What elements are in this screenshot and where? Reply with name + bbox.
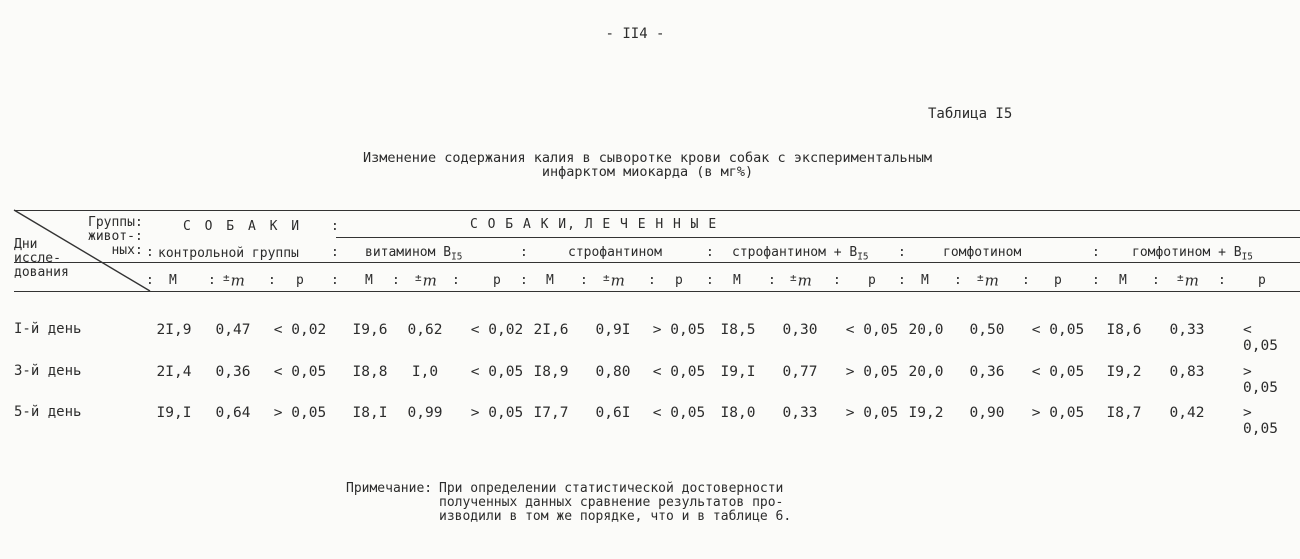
cell-m: I8,8 <box>352 364 388 380</box>
column-separator: : <box>648 273 656 288</box>
plus-minus-sign: ± <box>415 271 422 284</box>
cell-p: < 0,05 <box>652 405 706 421</box>
cell-m: I9,I <box>720 364 756 380</box>
table-note <box>346 482 791 524</box>
column-separator: : <box>768 273 776 288</box>
m-symbol: m <box>230 271 245 290</box>
cell-p: < 0,05 <box>1243 322 1278 354</box>
note-lead: Примечание: <box>346 481 433 496</box>
column-header-m: М <box>733 273 741 288</box>
table-label: Таблица I5 <box>928 106 1013 122</box>
row-day-label: 3-й день <box>14 363 82 379</box>
cell-m: 2I,9 <box>156 322 192 338</box>
header-separator: : <box>520 245 528 260</box>
cell-pm-m: 0,47 <box>215 322 251 338</box>
m-symbol: m <box>610 271 625 290</box>
cell-m: I9,I <box>156 405 192 421</box>
plus-minus-sign: ± <box>790 271 797 284</box>
column-header-m: М <box>921 273 929 288</box>
cell-p: < 0,05 <box>1031 322 1085 338</box>
cell-m: I8,5 <box>720 322 756 338</box>
cell-pm-m: 0,64 <box>215 405 251 421</box>
note-line-1: При определении статистической достоверности <box>439 481 784 496</box>
column-separator: : <box>580 273 588 288</box>
plus-minus-sign: ± <box>603 271 610 284</box>
cell-pm-m: 0,42 <box>1169 405 1205 421</box>
header-separator: : <box>706 245 714 260</box>
column-separator: : <box>706 273 714 288</box>
cell-pm-m: 0,30 <box>782 322 818 338</box>
cell-p: < 0,05 <box>273 364 327 380</box>
column-header-pm <box>977 271 999 289</box>
column-separator: : <box>268 273 276 288</box>
header-separator: : <box>898 245 906 260</box>
cell-m: I9,6 <box>352 322 388 338</box>
cell-p: > 0,05 <box>1243 364 1278 396</box>
plus-minus-sign: ± <box>1177 271 1184 284</box>
column-separator: : <box>898 273 906 288</box>
column-header-pm <box>790 271 812 289</box>
control-group-subtitle: контрольной группы <box>158 246 299 261</box>
column-separator: : <box>1022 273 1030 288</box>
cell-pm-m: 0,90 <box>969 405 1005 421</box>
cell-p: < 0,05 <box>845 322 899 338</box>
caption-line-1: Изменение содержания калия в сыворотке крови собак с экспериментальным <box>363 150 932 166</box>
corner-days-label: Дни иссле- дования <box>14 237 69 280</box>
column-header-pm <box>603 271 625 289</box>
control-group-title: С О Б А К И <box>183 219 303 234</box>
cell-p: < 0,02 <box>273 322 327 338</box>
cell-pm-m: 0,83 <box>1169 364 1205 380</box>
column-separator: : <box>392 273 400 288</box>
column-separator: : <box>520 273 528 288</box>
cell-pm-m: 0,33 <box>1169 322 1205 338</box>
cell-m: 20,0 <box>908 322 944 338</box>
cell-p: > 0,05 <box>1243 405 1278 437</box>
plus-minus-sign: ± <box>223 271 230 284</box>
cell-pm-m: 0,6I <box>595 405 631 421</box>
column-header-pm <box>223 271 245 289</box>
cell-m: I7,7 <box>533 405 569 421</box>
column-separator: : <box>954 273 962 288</box>
subgroup-gomphotin: гомфотином <box>943 245 1022 260</box>
column-header-p: p <box>868 273 876 288</box>
cell-p: > 0,05 <box>845 405 899 421</box>
cell-pm-m: 0,33 <box>782 405 818 421</box>
corner-groups-label: Группы: живот-: ных: <box>88 215 143 258</box>
cell-pm-m: 0,80 <box>595 364 631 380</box>
page-number: - II4 - <box>605 26 665 42</box>
column-header-pm <box>1177 271 1199 289</box>
m-symbol: m <box>1184 271 1199 290</box>
cell-pm-m: 0,62 <box>407 322 443 338</box>
column-header-m: М <box>169 273 177 288</box>
column-separator: : <box>208 273 216 288</box>
m-symbol: m <box>797 271 812 290</box>
cell-pm-m: I,0 <box>411 364 439 380</box>
note-line-2: полученных данных сравнение результатов про- <box>439 495 784 510</box>
cell-m: 20,0 <box>908 364 944 380</box>
cell-m: I8,0 <box>720 405 756 421</box>
cell-pm-m: 0,36 <box>969 364 1005 380</box>
cell-pm-m: 0,99 <box>407 405 443 421</box>
cell-m: I8,7 <box>1106 405 1142 421</box>
cell-p: < 0,05 <box>652 364 706 380</box>
column-header-pm <box>415 271 437 289</box>
cell-p: > 0,05 <box>652 322 706 338</box>
column-header-p: p <box>493 273 501 288</box>
column-separator: : <box>331 273 339 288</box>
cell-p: < 0,02 <box>470 322 524 338</box>
header-separator: : <box>331 245 339 260</box>
cell-m: 2I,4 <box>156 364 192 380</box>
column-header-m: М <box>1119 273 1127 288</box>
plus-minus-sign: ± <box>977 271 984 284</box>
row-day-label: 5-й день <box>14 404 82 420</box>
cell-m: 2I,6 <box>533 322 569 338</box>
cell-m: I8,9 <box>533 364 569 380</box>
cell-m: I9,2 <box>1106 364 1142 380</box>
cell-m: I9,2 <box>908 405 944 421</box>
m-symbol: m <box>984 271 999 290</box>
column-separator: : <box>146 273 154 288</box>
cell-p: > 0,05 <box>273 405 327 421</box>
cell-p: > 0,05 <box>470 405 524 421</box>
header-separator: : <box>1092 245 1100 260</box>
cell-m: I8,I <box>352 405 388 421</box>
column-header-p: p <box>675 273 683 288</box>
cell-p: > 0,05 <box>845 364 899 380</box>
row-day-label: I-й день <box>14 321 82 337</box>
subgroup-vitamin-b15: витамином $B_{I5}$ <box>365 245 463 263</box>
cell-pm-m: 0,50 <box>969 322 1005 338</box>
column-separator: : <box>1092 273 1100 288</box>
cell-pm-m: 0,9I <box>595 322 631 338</box>
cell-pm-m: 0,77 <box>782 364 818 380</box>
column-header-m: М <box>365 273 373 288</box>
header-separator: : <box>146 245 154 260</box>
column-header-p: p <box>1054 273 1062 288</box>
column-header-p: p <box>1258 273 1266 288</box>
subgroup-strophanthin-b15: строфантином + $B_{I5}$ <box>732 245 869 263</box>
column-header-p: p <box>296 273 304 288</box>
treated-group-title: С О Б А К И, Л Е Ч Е Н Н Ы Е <box>470 217 718 232</box>
column-separator: : <box>1152 273 1160 288</box>
cell-m: I8,6 <box>1106 322 1142 338</box>
column-separator: : <box>833 273 841 288</box>
column-header-m: М <box>546 273 554 288</box>
cell-p: < 0,05 <box>470 364 524 380</box>
caption-line-2: инфарктом миокарда (в мг%) <box>541 164 754 180</box>
note-line-3: изводили в том же порядке, что и в таблице 6. <box>439 509 792 524</box>
cell-p: < 0,05 <box>1031 364 1085 380</box>
cell-p: > 0,05 <box>1031 405 1085 421</box>
cell-pm-m: 0,36 <box>215 364 251 380</box>
m-symbol: m <box>422 271 437 290</box>
column-separator: : <box>1218 273 1226 288</box>
column-separator: : <box>452 273 460 288</box>
header-separator: : <box>331 219 339 234</box>
subgroup-gomphotin-b15: гомфотином + $B_{I5}$ <box>1132 245 1253 263</box>
subgroup-strophanthin: строфантином <box>568 245 662 260</box>
